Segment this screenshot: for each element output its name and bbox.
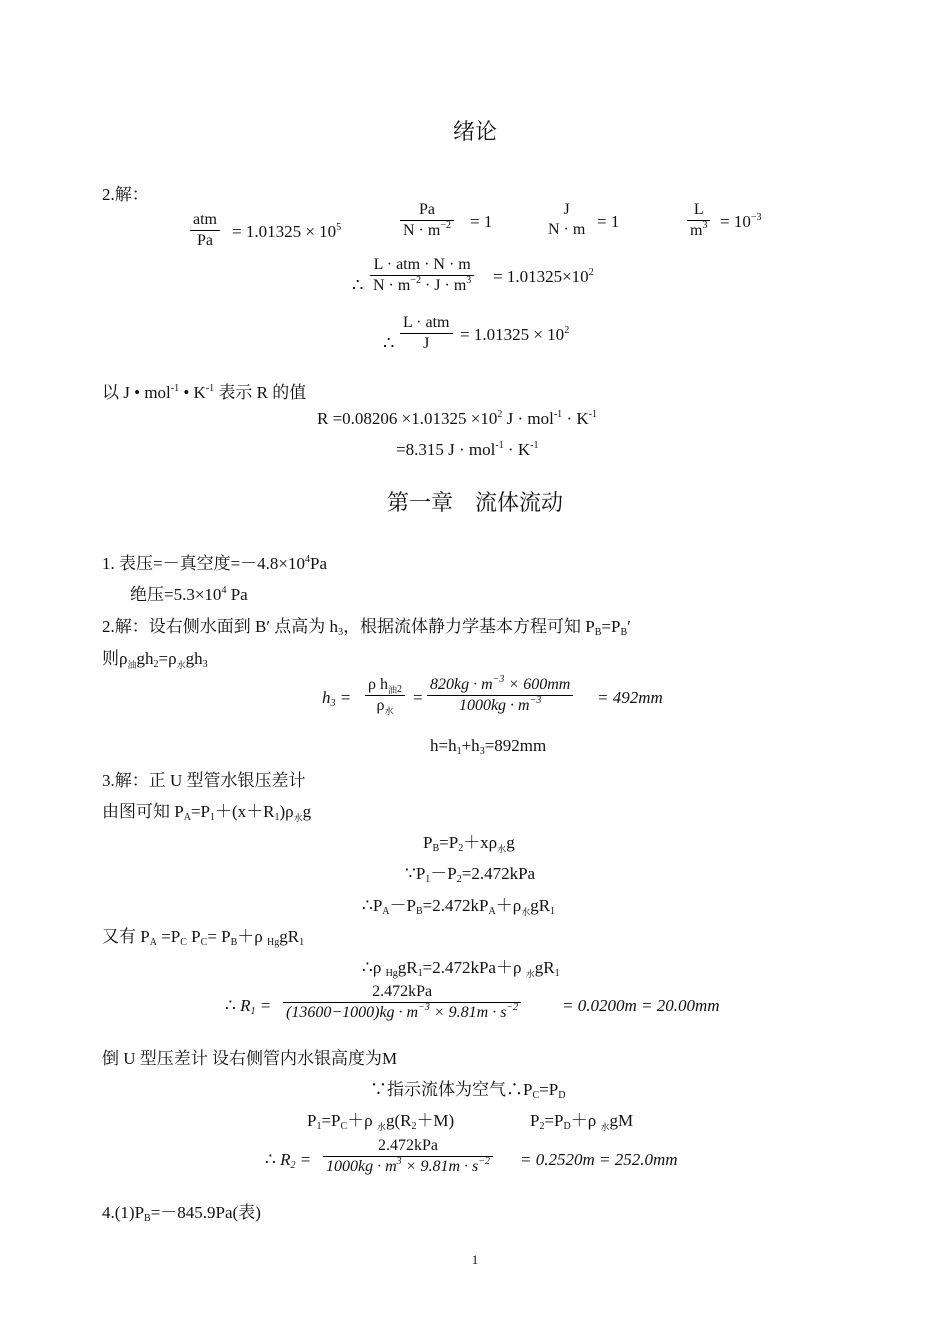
eq-l-rhs: = $10^{-3}$ — [720, 212, 762, 231]
r-line-2: =8.315 $J \cdot mol^{-1} \cdot K^{-1}$ — [396, 440, 539, 459]
page-number: 1 — [471, 1252, 479, 1267]
inv-head: 倒 U 型压差计 设右侧管内水银高度为M — [102, 1049, 398, 1068]
also-line: 又有 $P_A =P_C$ $P_C= P_B+\rho$ $_{Hg}gR_1$ — [102, 927, 305, 948]
frac-r2: 2.472kPa $1000kg \cdot m^3 \times 9.81m \cdot s^{-2}$ — [323, 1136, 493, 1177]
p3-known: 由图可知 $P_A=P_1+(x+R_1)\rho_水g$ — [102, 802, 312, 823]
frac-atm-pa: atm Pa — [190, 210, 220, 251]
p2-then: 则$\rho_油gh_2=\rho_水gh_3$ — [102, 649, 208, 670]
section-title-chapter1: 第一章 流体流动 — [386, 490, 563, 515]
h3-rhs: = 492mm — [597, 688, 663, 707]
p3-head: 3.解：正 U 型管水银压差计 — [102, 771, 306, 790]
inv-air: ∵指示流体为空气$\therefore P_C=P_D$ — [370, 1080, 566, 1101]
p2-line: 2.解：设右侧水面到 B′ 点高为 $h_3$，根据流体静力学基本方程可知 $P_B=P_B'$ — [102, 617, 631, 638]
eq-pa-rhs: = 1 — [470, 212, 493, 231]
eq-latm-rhs: = $1.01325 \times 10^2$ — [460, 325, 570, 344]
frac-h3-rho: ρ $h_{油2}$ $\rho_水$ — [365, 675, 405, 716]
p1-minus-p2: $\because P_1-P_2=2.472kPa$ — [405, 864, 536, 885]
r-line-1: $R =0.08206 \times 1.01325 \times 10^2$ $J \cdot mol^{-1} \cdot K^{-1}$ — [317, 409, 597, 428]
frac-pa-nm: Pa $N \cdot m^{-2}$ — [400, 200, 454, 241]
r1-lhs: ∴ $R_1$ = — [225, 996, 272, 1017]
r-intro: 以 J • mol$^{-1}$ • $K^{-1}$ 表示 R 的值 — [102, 383, 307, 402]
r2-lhs: ∴ $R_2$ = — [265, 1150, 312, 1171]
frac-h3-values: $820kg \cdot m^{-3} \times 600mm$ $1000kg \cdot m^{-3}$ — [427, 675, 573, 716]
eq-atm-rhs: = $1.01325 \times 10^5$ — [232, 222, 342, 241]
frac-latm-j: L · atm J — [400, 313, 453, 354]
p1-line: 1. 表压=－真空度$=-4.8\times 10^4Pa$ — [102, 554, 328, 573]
frac-l-m3: L $m^3$ — [687, 200, 710, 241]
eq-combo-rhs: = $1.01325\times 10^2$ — [493, 267, 594, 286]
r1-rhs: = 0.0200m = 20.00mm — [562, 996, 720, 1015]
frac-j-nm: J N · m — [548, 201, 586, 238]
frac-r1: 2.472kPa $(13600-1000)kg \cdot m^{-3} \times 9.81m \cdot s^{-2}$ — [283, 982, 521, 1023]
p1-abs-pressure: 绝压$=5.3\times 10^4$ Pa — [130, 585, 248, 604]
p4-line: $4.(1)P_B=-845.9Pa$(表) — [102, 1203, 261, 1224]
q2-label: 2.解： — [102, 185, 149, 204]
eq-j-rhs: = 1 — [597, 212, 620, 231]
inv-p1: $P_1=P_C+\rho$ $_水g(R_2+M)$ — [307, 1111, 455, 1132]
inv-p2: $P_2=P_D+\rho$ $_水$gM — [530, 1111, 634, 1132]
frac-combo: L · atm · N · m $N \cdot m^{-2} \cdot J \cdot m^3$ — [370, 255, 474, 296]
pa-minus-pb: $\therefore P_A-P_B=2.472kP_A+\rho_水gR_1$ — [362, 896, 556, 917]
pb-line: $P_B=P_2+x\rho_水g$ — [423, 833, 515, 854]
section-title-intro: 绪论 — [452, 119, 497, 144]
therefore-symbol-2: ∴ — [383, 333, 395, 353]
h-total: $h=h_1+h_3=892mm$ — [430, 736, 547, 757]
h3-lhs: $h_3$ = — [322, 688, 352, 709]
rho-hg-line: ∴ρ $_{Hg}gR_1=2.472kPa+\rho$ $_水gR_1$ — [362, 958, 560, 979]
equals-sign: = — [413, 688, 423, 707]
therefore-symbol: ∴ — [352, 275, 364, 295]
r2-rhs: = 0.2520m = 252.0mm — [520, 1150, 678, 1169]
